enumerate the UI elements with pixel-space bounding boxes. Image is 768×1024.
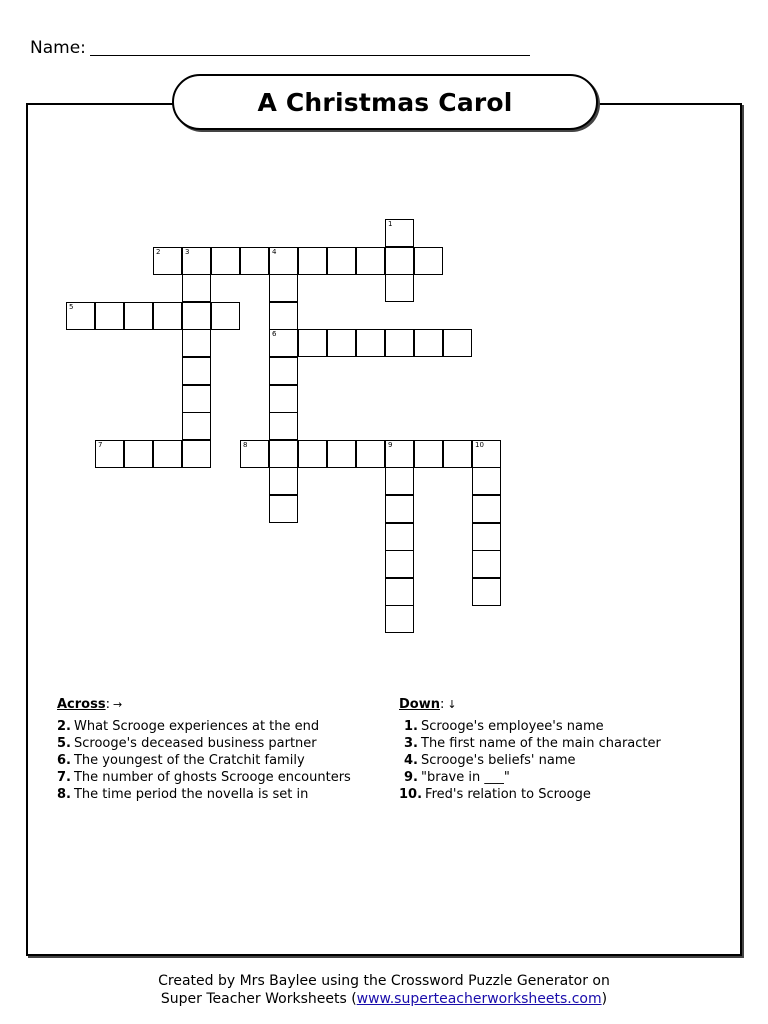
across-heading: Across	[57, 697, 106, 712]
crossword-cell[interactable]	[385, 523, 414, 551]
crossword-cell[interactable]	[443, 440, 472, 468]
crossword-cell[interactable]	[124, 440, 153, 468]
list-item: 4. Scrooge's beliefs' name	[404, 753, 576, 768]
list-item: 5. Scrooge's deceased business partner	[57, 736, 317, 751]
crossword-cell[interactable]	[298, 329, 327, 357]
crossword-cell[interactable]	[414, 247, 443, 275]
crossword-cell[interactable]	[182, 412, 211, 440]
clue-number: 9	[388, 441, 393, 449]
crossword-cell[interactable]	[269, 440, 298, 468]
crossword-cell[interactable]	[269, 467, 298, 495]
name-line	[30, 38, 530, 58]
list-item: 9. "brave in ___"	[404, 770, 510, 785]
clue-number: 6	[272, 330, 277, 338]
name-blank[interactable]	[90, 55, 530, 56]
crossword-cell[interactable]	[182, 302, 211, 330]
crossword-cell-5[interactable]	[66, 302, 95, 330]
clue-number: 7	[98, 441, 103, 449]
down-arrow-icon: ↓	[447, 698, 457, 711]
list-item: 1. Scrooge's employee's name	[404, 719, 604, 734]
crossword-cell[interactable]	[385, 578, 414, 606]
crossword-cell[interactable]	[472, 495, 501, 523]
right-arrow-icon: →	[112, 698, 123, 711]
crossword-cell[interactable]	[182, 329, 211, 357]
crossword-cell[interactable]	[327, 440, 356, 468]
crossword-cell[interactable]	[385, 274, 414, 302]
crossword-cell[interactable]	[327, 329, 356, 357]
crossword-cell-7[interactable]	[95, 440, 124, 468]
crossword-cell[interactable]	[472, 467, 501, 495]
crossword-cell[interactable]	[182, 440, 211, 468]
crossword-cell-6[interactable]	[269, 329, 298, 357]
crossword-cell-1[interactable]	[385, 219, 414, 247]
footer-credit	[0, 972, 768, 1008]
down-heading: Down	[399, 697, 440, 712]
list-item: 8. The time period the novella is set in	[57, 787, 309, 802]
crossword-cell[interactable]	[269, 274, 298, 302]
crossword-cell[interactable]	[385, 495, 414, 523]
clue-number: 4	[272, 248, 277, 256]
crossword-cell[interactable]	[385, 329, 414, 357]
footer-line-1: Created by Mrs Baylee using the Crossword Puzzle Generator on	[158, 973, 610, 989]
clue-number: 3	[185, 248, 190, 256]
crossword-cell[interactable]	[414, 329, 443, 357]
crossword-cell[interactable]	[472, 550, 501, 578]
page-title: A Christmas Carol	[257, 87, 513, 117]
crossword-cell[interactable]	[385, 467, 414, 495]
crossword-cell[interactable]	[356, 440, 385, 468]
crossword-cell-10[interactable]	[472, 440, 501, 468]
crossword-cell[interactable]	[153, 302, 182, 330]
crossword-cell[interactable]	[240, 247, 269, 275]
crossword-cell[interactable]	[385, 605, 414, 633]
crossword-cell[interactable]	[298, 440, 327, 468]
clue-number: 2	[156, 248, 161, 256]
crossword-cell-9[interactable]	[385, 440, 414, 468]
crossword-cell[interactable]	[298, 247, 327, 275]
crossword-cell-8[interactable]	[240, 440, 269, 468]
crossword-cell[interactable]	[356, 329, 385, 357]
crossword-cell-4[interactable]	[269, 247, 298, 275]
crossword-cell[interactable]	[414, 440, 443, 468]
list-item: 6. The youngest of the Cratchit family	[57, 753, 305, 768]
footer-link[interactable]: www.superteacherworksheets.com	[356, 991, 602, 1007]
crossword-cell[interactable]	[269, 495, 298, 523]
crossword-cell[interactable]	[269, 385, 298, 413]
clue-number: 1	[388, 220, 393, 228]
clue-number: 8	[243, 441, 248, 449]
crossword-cell[interactable]	[472, 523, 501, 551]
list-item: 2. What Scrooge experiences at the end	[57, 719, 320, 734]
crossword-cell[interactable]	[182, 385, 211, 413]
crossword-cell[interactable]	[269, 302, 298, 330]
worksheet-frame	[26, 103, 742, 956]
crossword-cell[interactable]	[182, 357, 211, 385]
crossword-cell[interactable]	[385, 247, 414, 275]
crossword-cell[interactable]	[182, 274, 211, 302]
clue-number: 10	[475, 441, 484, 449]
crossword-cell[interactable]	[443, 329, 472, 357]
list-item: 10. Fred's relation to Scrooge	[399, 787, 591, 802]
crossword-cell-3[interactable]	[182, 247, 211, 275]
crossword-cell[interactable]	[327, 247, 356, 275]
list-item: 7. The number of ghosts Scrooge encounters	[57, 770, 351, 785]
clue-number: 5	[69, 303, 74, 311]
crossword-cell[interactable]	[211, 247, 240, 275]
footer-line-2: Super Teacher Worksheets (www.superteacherworksheets.com)	[160, 991, 608, 1007]
crossword-cell[interactable]	[385, 550, 414, 578]
crossword-cell[interactable]	[153, 440, 182, 468]
crossword-cell[interactable]	[124, 302, 153, 330]
crossword-cell-2[interactable]	[153, 247, 182, 275]
down-clues: Down: ↓ 1. Scrooge's employee's name 3. The first name of the main character 4. Scrooge's beliefs' name 9. "brave in ___" 10. Fred's relation to Scrooge	[399, 697, 661, 802]
name-label: Name:	[30, 38, 86, 58]
list-item: 3. The first name of the main character	[404, 736, 661, 751]
crossword-cell[interactable]	[472, 578, 501, 606]
crossword-cell[interactable]	[211, 302, 240, 330]
crossword-cell[interactable]	[95, 302, 124, 330]
crossword-cell[interactable]	[269, 412, 298, 440]
crossword-cell[interactable]	[269, 357, 298, 385]
across-clues: Across: → 2. What Scrooge experiences at the end 5. Scrooge's deceased business partner 6. The youngest of the Cratchit family 7. The number of ghosts Scrooge encounters 8. The time period the novella is set in	[57, 697, 351, 802]
crossword-cell[interactable]	[356, 247, 385, 275]
title-banner	[172, 74, 598, 130]
